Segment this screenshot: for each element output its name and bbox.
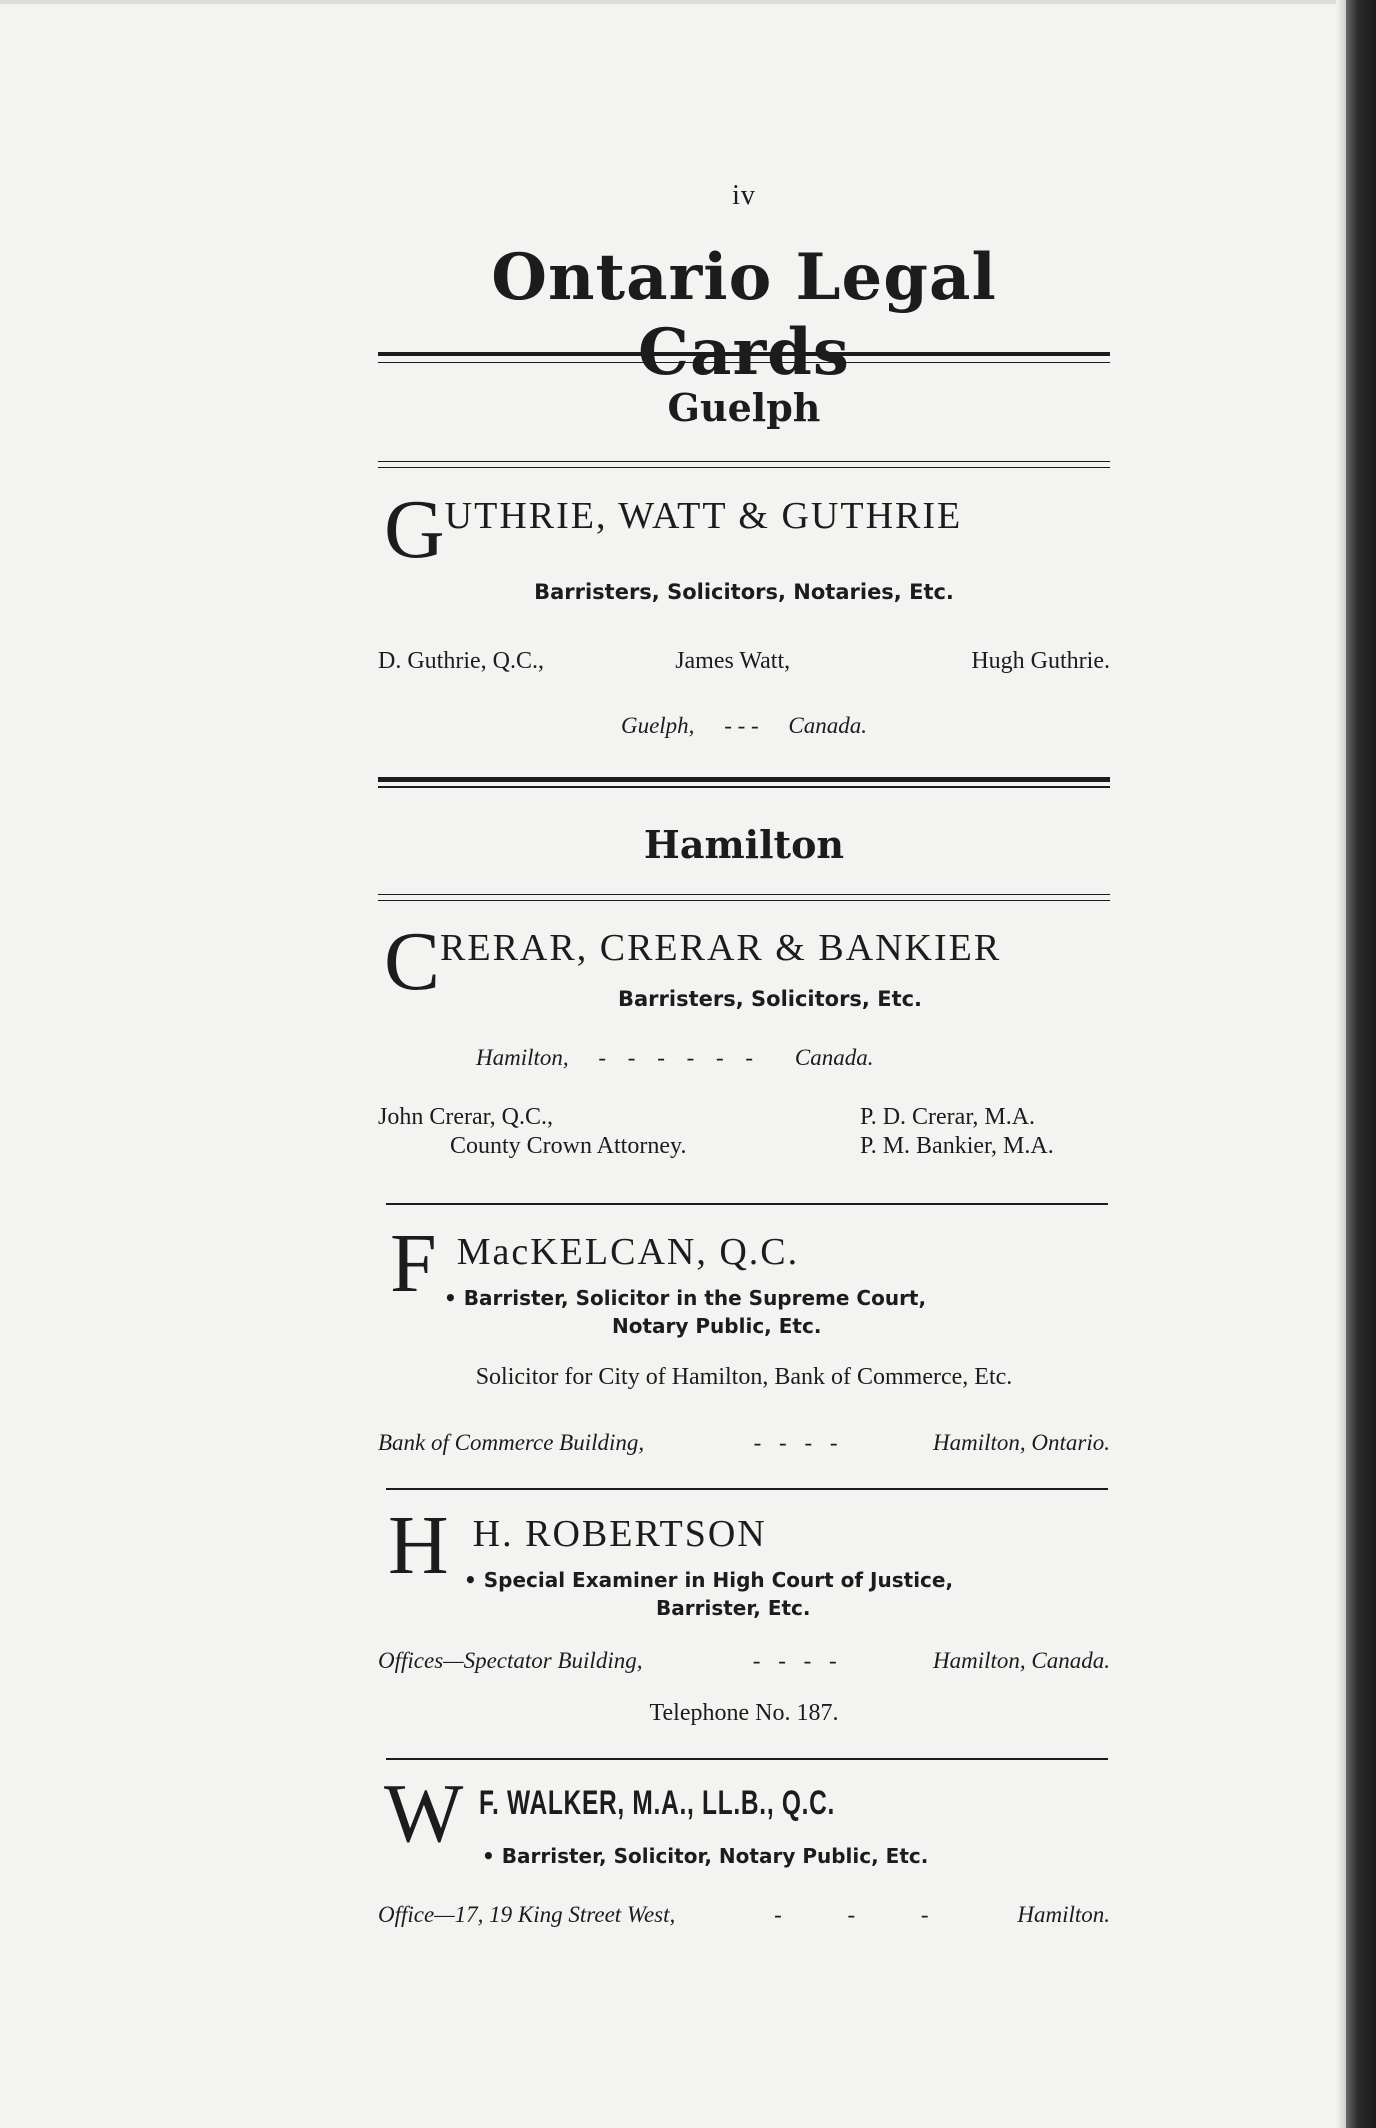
firm-robertson-desc-line1: • Special Examiner in High Court of Justice, (464, 1568, 954, 1592)
firm-mackelcan-solicitor-for: Solicitor for City of Hamilton, Bank of Commerce, Etc. (475, 1364, 1013, 1390)
address-dashes: - - - - (753, 1430, 844, 1455)
firm-name: RERAR, CRERAR & BANKIER (440, 927, 1002, 969)
address-left: Offices—Spectator Building, (378, 1648, 643, 1673)
card-separator (386, 1203, 1108, 1205)
location-country: Canada. (788, 713, 868, 738)
section-rule-thick (378, 777, 1110, 782)
partner-name: Hugh Guthrie. (971, 648, 1110, 674)
firm-mackelcan-desc-line1: • Barrister, Solicitor in the Supreme Court, (444, 1286, 927, 1310)
location-city: Hamilton, (476, 1045, 569, 1070)
partner-line: P. M. Bankier, M.A. (860, 1133, 1054, 1159)
title-rule-thick (378, 352, 1110, 356)
dropcap-initial: W (384, 1767, 464, 1860)
section-rule-thin (378, 786, 1110, 788)
dropcap-initial: G (384, 483, 445, 576)
firm-crerar-partners-right (860, 1104, 1120, 1160)
page-top-edge (0, 0, 1336, 4)
address-right: Hamilton, Ontario. (933, 1430, 1110, 1455)
firm-mackelcan-address (378, 1430, 1110, 1456)
partner-name: D. Guthrie, Q.C., (378, 648, 544, 674)
firm-robertson-telephone: Telephone No. 187. (649, 1700, 839, 1726)
firm-name: MacKELCAN, Q.C. (456, 1231, 800, 1273)
dropcap-initial: C (384, 915, 441, 1008)
location-dashes: - - - (724, 713, 759, 738)
hamilton-rule-bottom (378, 900, 1110, 901)
title-rule-thin (378, 362, 1110, 363)
partner-line: John Crerar, Q.C., (378, 1104, 554, 1130)
partner-name: James Watt, (675, 648, 791, 674)
location-city: Guelph, (620, 713, 695, 738)
firm-name: F. WALKER, M.A., LL.B., Q.C. (479, 1784, 836, 1822)
dropcap-initial: H (388, 1499, 449, 1592)
address-dashes: - - - - (752, 1648, 843, 1673)
firm-walker-address (378, 1902, 1110, 1928)
address-left: Office—17, 19 King Street West, (378, 1902, 676, 1927)
page-edge (1346, 0, 1376, 2128)
firm-robertson-desc-line2: Barrister, Etc. (656, 1596, 811, 1620)
card-separator (386, 1488, 1108, 1490)
city-heading-guelph: Guelph (667, 385, 821, 430)
guelph-rule-top (378, 461, 1110, 462)
city-heading-hamilton: Hamilton (643, 822, 845, 867)
page-folio: iv (732, 180, 756, 211)
page-gutter-shadow (1336, 0, 1346, 2128)
firm-robertson-address (378, 1648, 1110, 1674)
firm-guthrie-description: Barristers, Solicitors, Notaries, Etc. (534, 580, 954, 604)
address-right: Hamilton, Canada. (933, 1648, 1110, 1673)
location-country: Canada. (794, 1045, 874, 1070)
firm-guthrie-partners (378, 648, 1110, 675)
location-dashes: - - - - - - (598, 1045, 762, 1070)
address-left: Bank of Commerce Building, (378, 1430, 645, 1455)
dropcap-initial: F (390, 1217, 437, 1310)
firm-name: H. ROBERTSON (472, 1513, 767, 1555)
partner-line: P. D. Crerar, M.A. (860, 1104, 1036, 1130)
firm-guthrie-heading (384, 483, 1116, 576)
firm-crerar-description: Barristers, Solicitors, Etc. (618, 987, 923, 1011)
card-separator (386, 1758, 1108, 1760)
partner-line: County Crown Attorney. (450, 1133, 687, 1159)
address-right: Hamilton. (1017, 1902, 1110, 1927)
firm-walker-description: • Barrister, Solicitor, Notary Public, Etc. (482, 1844, 929, 1868)
hamilton-rule-top (378, 894, 1110, 895)
firm-mackelcan-desc-line2: Notary Public, Etc. (612, 1314, 822, 1338)
address-dashes: - - - (774, 1902, 959, 1927)
guelph-rule-bottom (378, 467, 1110, 468)
firm-crerar-location (378, 1045, 1110, 1071)
page-title: Ontario Legal (491, 240, 997, 315)
firm-guthrie-location (378, 713, 1110, 739)
firm-name: UTHRIE, WATT & GUTHRIE (444, 495, 963, 537)
